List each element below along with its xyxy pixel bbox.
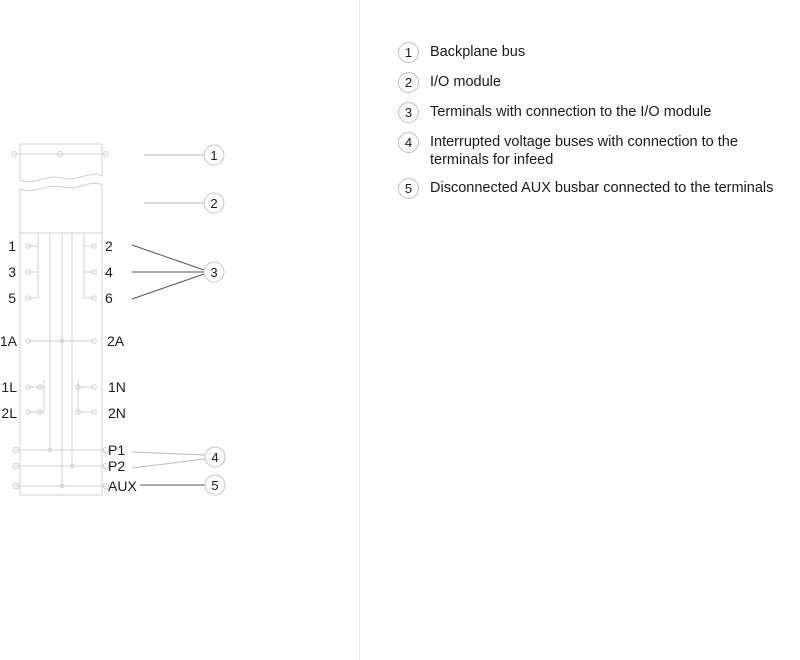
legend-number: 1: [398, 42, 419, 63]
terminal-label: 2: [105, 238, 113, 254]
terminal-label: 6: [105, 290, 113, 306]
legend-item: [398, 178, 800, 199]
bus-p1: [13, 447, 109, 453]
callout-5: [205, 475, 225, 495]
legend-text: Terminals with connection to the I/O module: [430, 104, 712, 120]
callout-number: 3: [210, 265, 218, 280]
row-1a-2a: [26, 339, 97, 344]
callout-3: [204, 262, 224, 282]
bus-aux: [13, 483, 109, 489]
callout-number: 5: [211, 478, 219, 493]
legend-item: [398, 72, 800, 93]
terminal-label: 4: [105, 264, 113, 280]
row-3-4: [26, 270, 97, 275]
callout-1: [204, 145, 224, 165]
row-2l-2n: [26, 410, 97, 415]
legend-item: [398, 102, 800, 123]
legend-number: 4: [398, 132, 419, 153]
terminal-label: 1: [8, 238, 16, 254]
callout-number: 2: [210, 196, 218, 211]
callout-leaders: [132, 155, 205, 485]
legend-item: [398, 132, 800, 169]
callout-4: [205, 447, 225, 467]
panel-divider: [359, 0, 360, 660]
terminal-label: 3: [8, 264, 16, 280]
right-terminal-labels: [105, 238, 137, 494]
legend-text: Backplane bus: [430, 44, 526, 60]
legend-text: Interrupted voltage buses with connection to the terminals for infeed: [430, 134, 738, 168]
row-1-2: [26, 244, 97, 249]
callout-number: 4: [211, 450, 219, 465]
terminal-label: P2: [108, 458, 126, 474]
terminal-label: 2A: [107, 333, 125, 349]
terminal-label: AUX: [108, 478, 137, 494]
terminal-label: 5: [8, 290, 16, 306]
legend-text: I/O module: [430, 74, 501, 90]
legend-number: 3: [398, 102, 419, 123]
terminal-label: P1: [108, 442, 126, 458]
backplane-bus-shape: [20, 144, 102, 182]
module-outline: [12, 144, 109, 495]
io-module-shape: [20, 183, 102, 233]
callouts: [204, 145, 225, 495]
legend: [398, 42, 800, 208]
left-terminal-labels: [0, 238, 18, 421]
callout-number: 1: [210, 148, 218, 163]
legend-number: 5: [398, 178, 419, 199]
terminal-label: 2L: [1, 405, 17, 421]
terminal-label: 2N: [108, 405, 126, 421]
callout-2: [204, 193, 224, 213]
row-1l-1n: [26, 380, 97, 412]
terminal-label: 1N: [108, 379, 126, 395]
legend-number: 2: [398, 72, 419, 93]
terminal-label: 1L: [1, 379, 17, 395]
row-5-6: [26, 296, 97, 301]
bus-p2: [13, 463, 109, 469]
terminal-label: 1A: [0, 333, 17, 349]
legend-text: Disconnected AUX busbar connected to the terminals: [430, 180, 774, 196]
legend-item: [398, 42, 800, 63]
